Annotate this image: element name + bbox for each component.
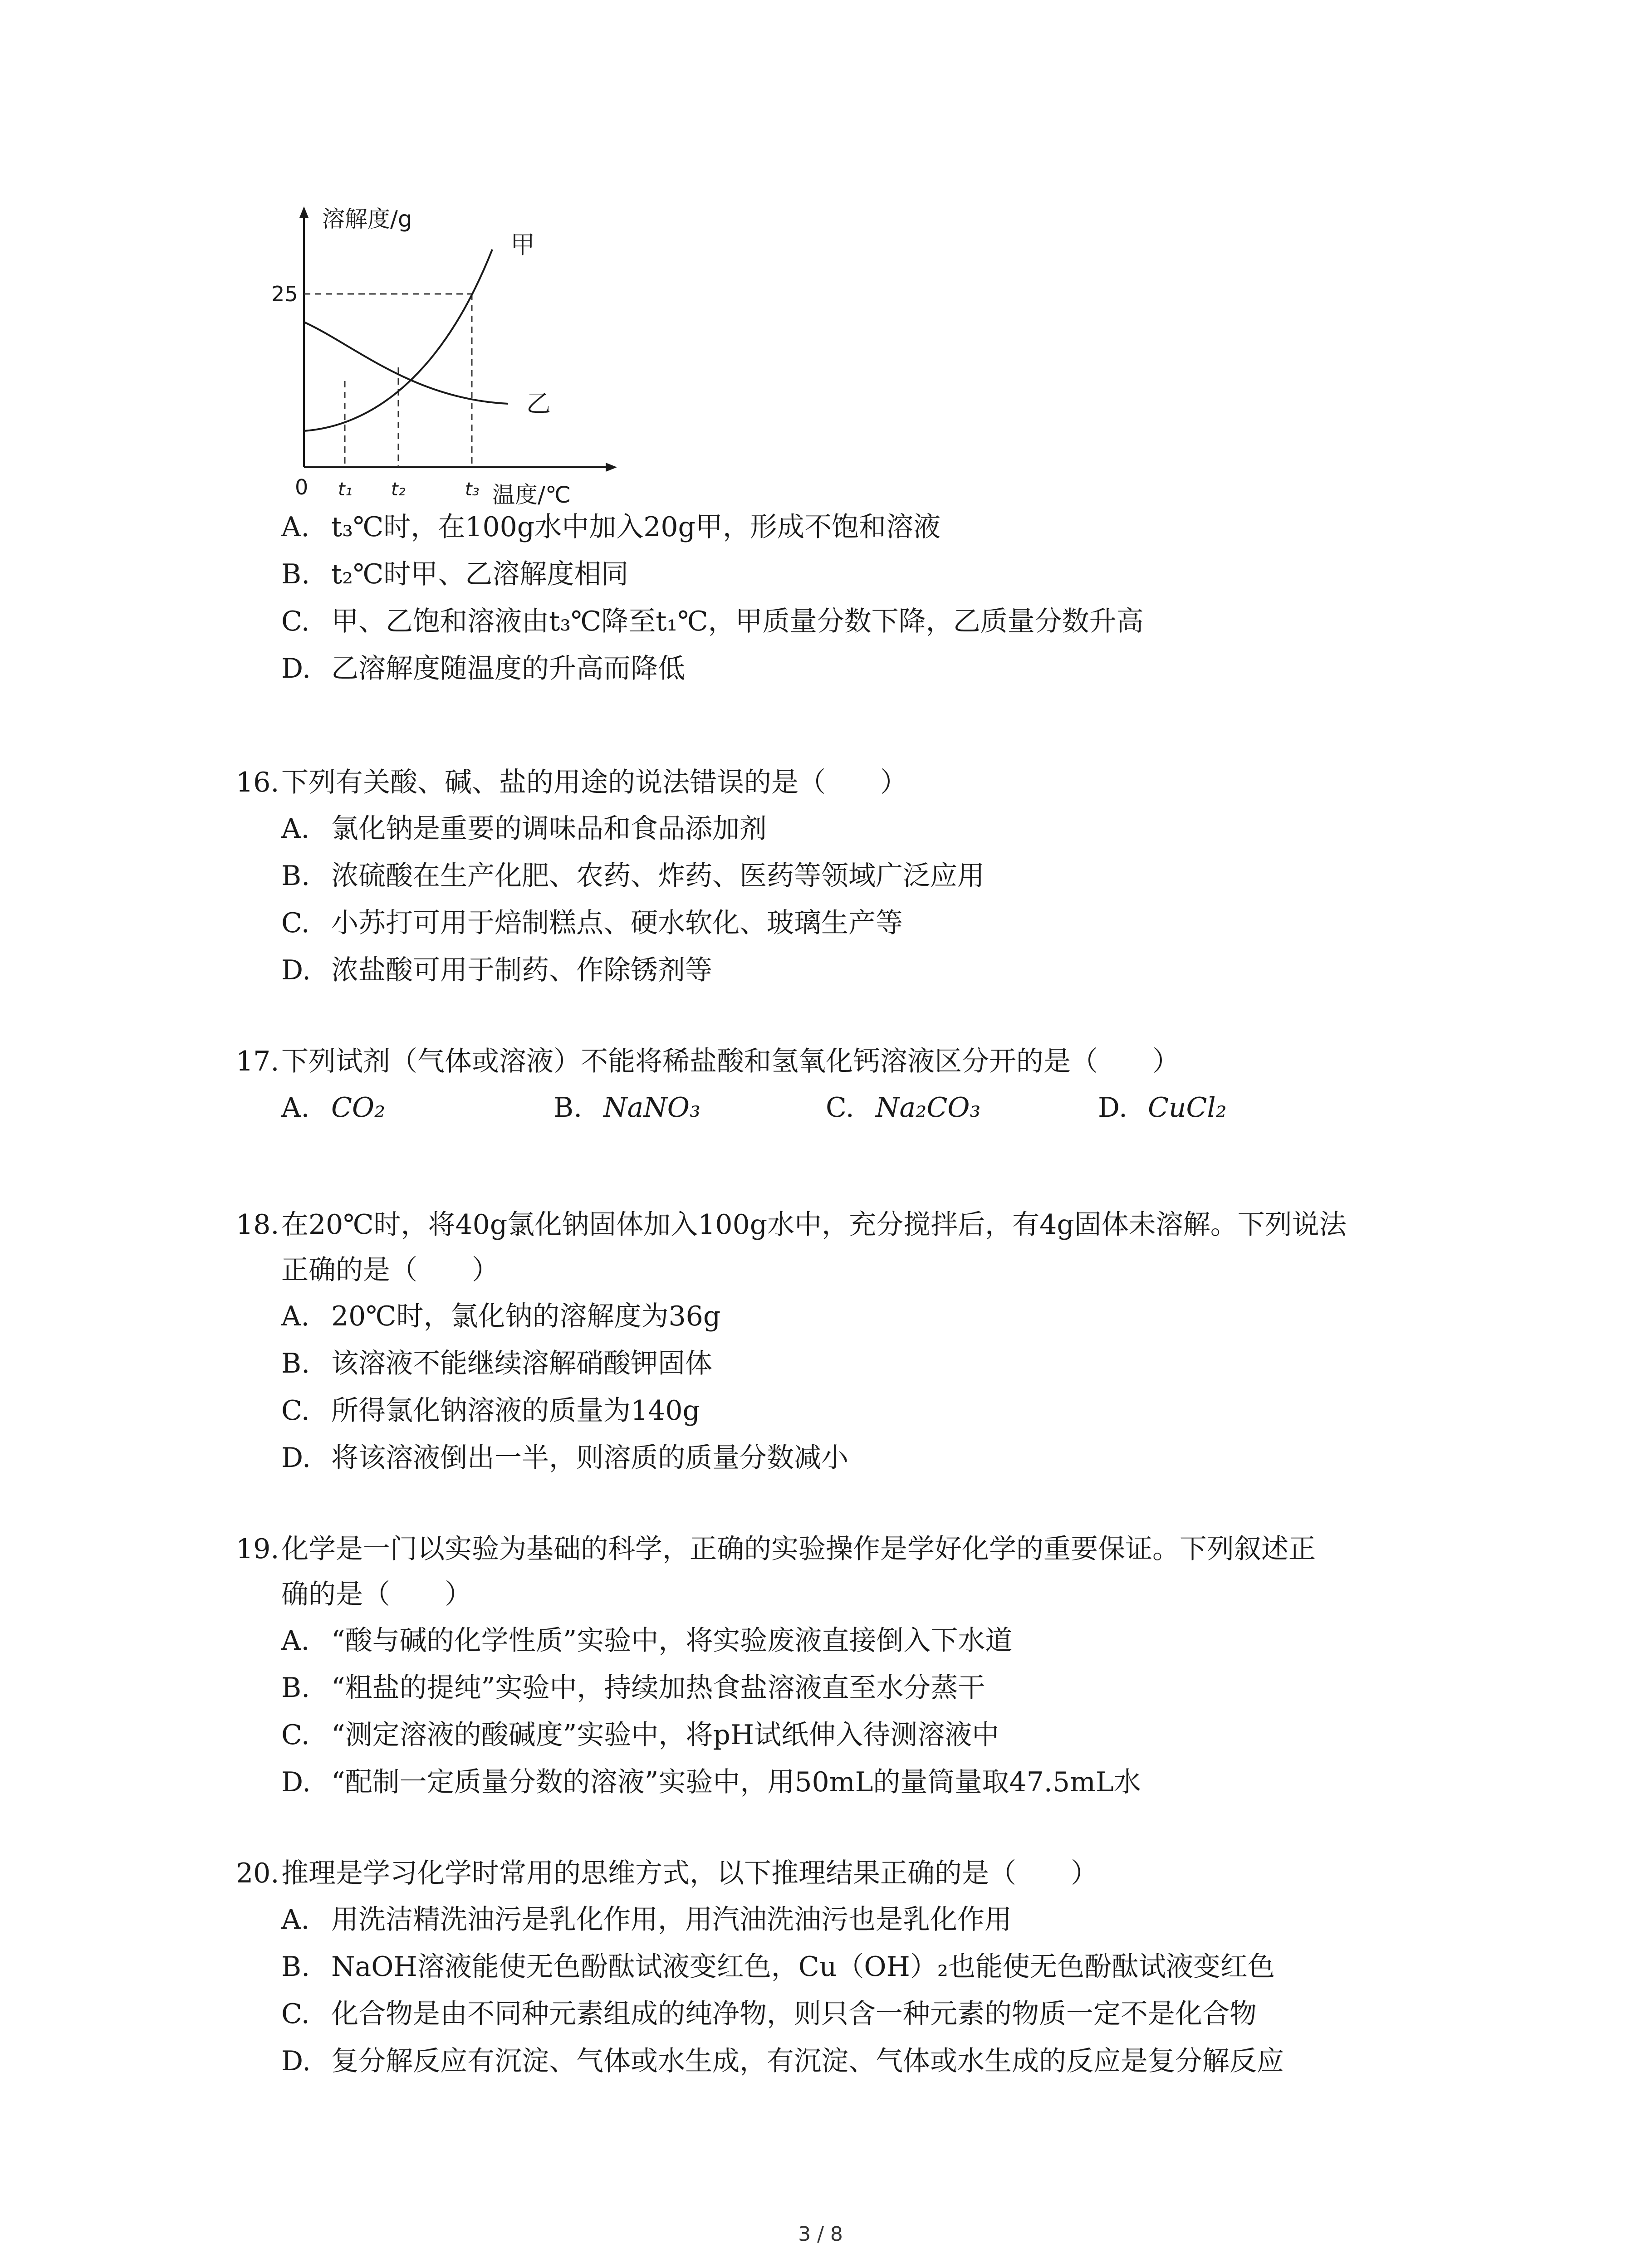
q19-stem: 19.化学是一门以实验为基础的科学，正确的实验操作是学好化学的重要保证。下列叙述正 (236, 1533, 1316, 1565)
q16-option-c[interactable]: C. 小苏打可用于焙制糕点、硬水软化、玻璃生产等 (281, 907, 903, 939)
q17-option-b[interactable]: B. NaNO₃ (554, 1092, 701, 1124)
q16-option-a[interactable]: A. 氯化钠是重要的调味品和食品添加剂 (281, 813, 767, 845)
series-label-jia: 甲 (510, 230, 535, 259)
q20-option-c[interactable]: C. 化合物是由不同种元素组成的纯净物，则只含一种元素的物质一定不是化合物 (281, 1998, 1257, 2030)
q16-stem: 16.下列有关酸、碱、盐的用途的说法错误的是（ ） (236, 767, 907, 798)
q18-stem: 18.在20℃时，将40g氯化钠固体加入100g水中，充分搅拌后，有4g固体未溶解。下列说法 (236, 1209, 1347, 1241)
q17-stem: 17.下列试剂（气体或溶液）不能将稀盐酸和氢氧化钙溶液区分开的是（ ） (236, 1046, 1180, 1077)
series-yi-curve (304, 322, 508, 404)
q18-option-a[interactable]: A. 20℃时，氯化钠的溶解度为36g (281, 1300, 721, 1332)
q16-option-b[interactable]: B. 浓硫酸在生产化肥、农药、炸药、医药等领域广泛应用 (281, 860, 985, 892)
question-19 (236, 1526, 1461, 1806)
q20-stem: 20.推理是学习化学时常用的思维方式，以下推理结果正确的是（ ） (236, 1857, 1098, 1889)
page-number: 3 / 8 (798, 2223, 843, 2246)
q19-option-c[interactable]: C. “测定溶液的酸碱度”实验中，将pH试纸伸入待测溶液中 (281, 1719, 999, 1751)
q15-option-c[interactable]: C. 甲、乙饱和溶液由t₃℃降至t₁℃，甲质量分数下降，乙质量分数升高 (281, 606, 1144, 637)
question-18 (236, 1202, 1461, 1481)
y-axis-arrow (299, 206, 309, 218)
q17-option-a[interactable]: A. CO₂ (281, 1092, 386, 1124)
q18-option-b[interactable]: B. 该溶液不能继续溶解硝酸钾固体 (281, 1348, 712, 1379)
x-tick-t3: t₃ (465, 479, 480, 500)
q15-option-d[interactable]: D. 乙溶解度随温度的升高而降低 (281, 653, 685, 684)
question-17 (236, 1039, 1461, 1131)
x-axis-label: 温度/℃ (492, 482, 571, 508)
solubility-chart (263, 200, 626, 508)
series-label-yi: 乙 (526, 389, 551, 418)
q20-option-d[interactable]: D. 复分解反应有沉淀、气体或水生成，有沉淀、气体或水生成的反应是复分解反应 (281, 2045, 1284, 2077)
solubility-chart-svg (263, 200, 626, 508)
q19-option-b[interactable]: B. “粗盐的提纯”实验中，持续加热食盐溶液直至水分蒸干 (281, 1672, 985, 1704)
y-tick-25: 25 (271, 282, 298, 306)
origin-label: 0 (295, 475, 309, 499)
x-tick-t2: t₂ (391, 479, 406, 500)
q17-option-d[interactable]: D. CuCl₂ (1098, 1092, 1227, 1124)
q18-stem-continued: 正确的是（ ） (281, 1254, 499, 1286)
q20-option-b[interactable]: B. NaOH溶液能使无色酚酞试液变红色，Cu（OH）₂也能使无色酚酞试液变红色 (281, 1951, 1275, 1983)
q15-option-b[interactable]: B. t₂℃时甲、乙溶解度相同 (281, 558, 629, 590)
q16-option-d[interactable]: D. 浓盐酸可用于制药、作除锈剂等 (281, 954, 712, 986)
question-20 (236, 1851, 1461, 2085)
x-tick-t1: t₁ (338, 479, 353, 500)
q15-option-a[interactable]: A. t₃℃时，在100g水中加入20g甲，形成不饱和溶液 (281, 511, 941, 543)
q17-options (236, 1084, 1461, 1131)
q19-option-a[interactable]: A. “酸与碱的化学性质”实验中，将实验废液直接倒入下水道 (281, 1625, 1013, 1657)
q20-option-a[interactable]: A. 用洗洁精洗油污是乳化作用，用汽油洗油污也是乳化作用 (281, 1904, 1012, 1936)
q19-option-d[interactable]: D. “配制一定质量分数的溶液”实验中，用50mL的量筒量取47.5mL水 (281, 1766, 1141, 1798)
q17-option-c[interactable]: C. Na₂CO₃ (826, 1092, 981, 1124)
q18-option-d[interactable]: D. 将该溶液倒出一半，则溶质的质量分数减小 (281, 1442, 848, 1474)
y-axis-label: 溶解度/g (322, 206, 412, 232)
question-15 (236, 503, 1461, 692)
q19-stem-continued: 确的是（ ） (281, 1579, 472, 1610)
x-axis-arrow (606, 463, 617, 472)
q18-option-c[interactable]: C. 所得氯化钠溶液的质量为140g (281, 1395, 700, 1427)
question-16 (236, 760, 1461, 994)
